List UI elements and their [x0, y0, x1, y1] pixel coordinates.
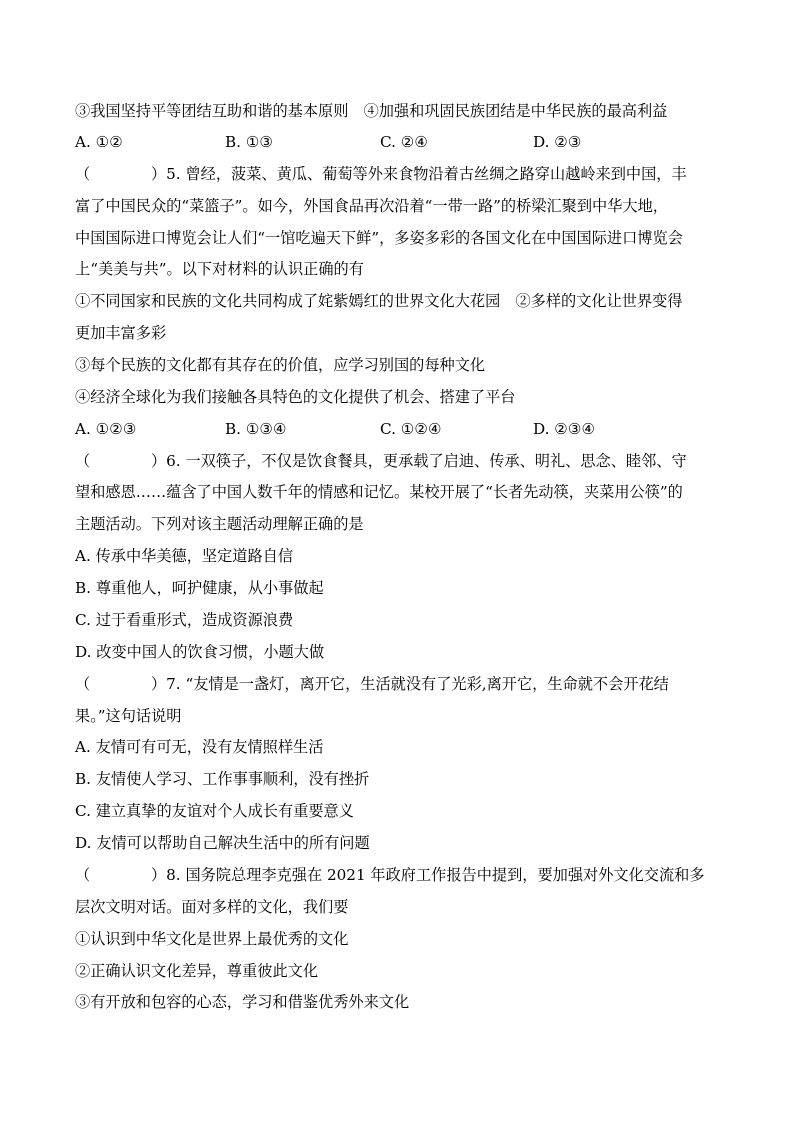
q4-option-a[interactable]: A. ①② — [75, 133, 123, 151]
q5-statement: ④经济全球化为我们接触各具特色的文化提供了机会、搭建了平台 — [75, 388, 516, 406]
q8-statement: ②正确认识文化差异，尊重彼此文化 — [75, 962, 318, 980]
q8-stem-line: （ ）8. 国务院总理李克强在 2021 年政府工作报告中提到，要加强对外文化交流和多 — [75, 866, 705, 884]
q5-statement: ①不同国家和民族的文化共同构成了姹紫嫣红的世界文化大花园 ②多样的文化让世界变得 — [75, 292, 683, 310]
q8-statement: ①认识到中华文化是世界上最优秀的文化 — [75, 930, 349, 948]
q6-stem-line: （ ）6. 一双筷子，不仅是饮食餐具，更承载了启迪、传承、明礼、思念、睦邻、守 — [75, 452, 687, 470]
q7-option-a[interactable]: A. 友情可有可无，没有友情照样生活 — [75, 738, 324, 756]
q6-stem-line: 主题活动。下列对该主题活动理解正确的是 — [75, 515, 364, 533]
q4-option-b[interactable]: B. ①③ — [225, 133, 274, 151]
q5-option-a[interactable]: A. ①②③ — [75, 420, 137, 438]
q5-option-b[interactable]: B. ①③④ — [225, 420, 287, 438]
q5-statement: 更加丰富多彩 — [75, 324, 167, 342]
q6-option-b[interactable]: B. 尊重他人，呵护健康，从小事做起 — [75, 579, 324, 597]
q4-option-c[interactable]: C. ②④ — [380, 133, 428, 151]
q7-stem-line: 果。”这句话说明 — [75, 707, 182, 725]
q5-stem-line: 富了中国民众的“菜篮子”。如今，外国食品再次沿着“一带一路”的桥梁汇聚到中华大地， — [75, 197, 668, 215]
q5-option-d[interactable]: D. ②③④ — [533, 420, 596, 438]
q5-options — [75, 419, 715, 439]
q5-stem-line: 中国国际进口博览会让人们“一馆吃遍天下鲜”，多姿多彩的各国文化在中国国际进口博览会 — [75, 229, 683, 247]
q8-stem-line: 层次文明对话。面对多样的文化，我们要 — [75, 898, 349, 916]
q4-option-d[interactable]: D. ②③ — [533, 133, 582, 151]
q5-statement: ③每个民族的文化都有其存在的价值，应学习别国的每种文化 — [75, 356, 486, 374]
q7-option-b[interactable]: B. 友情使人学习、工作事事顺利，没有挫折 — [75, 770, 370, 788]
q5-stem-line: 上“美美与共”。以下对材料的认识正确的有 — [75, 260, 364, 278]
q5-stem-line: （ ）5. 曾经，菠菜、黄瓜、葡萄等外来食物沿着古丝绸之路穿山越岭来到中国，丰 — [75, 165, 687, 183]
q7-option-d[interactable]: D. 友情可以帮助自己解决生活中的所有问题 — [75, 834, 370, 852]
q6-option-a[interactable]: A. 传承中华美德，坚定道路自信 — [75, 547, 294, 565]
q8-statement: ③有开放和包容的心态，学习和借鉴优秀外来文化 — [75, 993, 410, 1011]
q4-statements-3-4: ③我国坚持平等团结互助和谐的基本原则 ④加强和巩固民族团结是中华民族的最高利益 — [75, 102, 668, 120]
q5-option-c[interactable]: C. ①②④ — [380, 420, 442, 438]
q7-option-c[interactable]: C. 建立真挚的友谊对个人成长有重要意义 — [75, 802, 354, 820]
q7-stem-line: （ ）7. “友情是一盏灯，离开它，生活就没有了光彩,离开它，生命就不会开花结 — [75, 675, 669, 693]
q6-option-d[interactable]: D. 改变中国人的饮食习惯，小题大做 — [75, 643, 325, 661]
q4-options — [75, 132, 715, 152]
q6-stem-line: 望和感恩……蕴含了中国人数千年的情感和记忆。某校开展了“长者先动筷，夹菜用公筷”的 — [75, 483, 683, 501]
q6-option-c[interactable]: C. 过于看重形式，造成资源浪费 — [75, 611, 294, 629]
